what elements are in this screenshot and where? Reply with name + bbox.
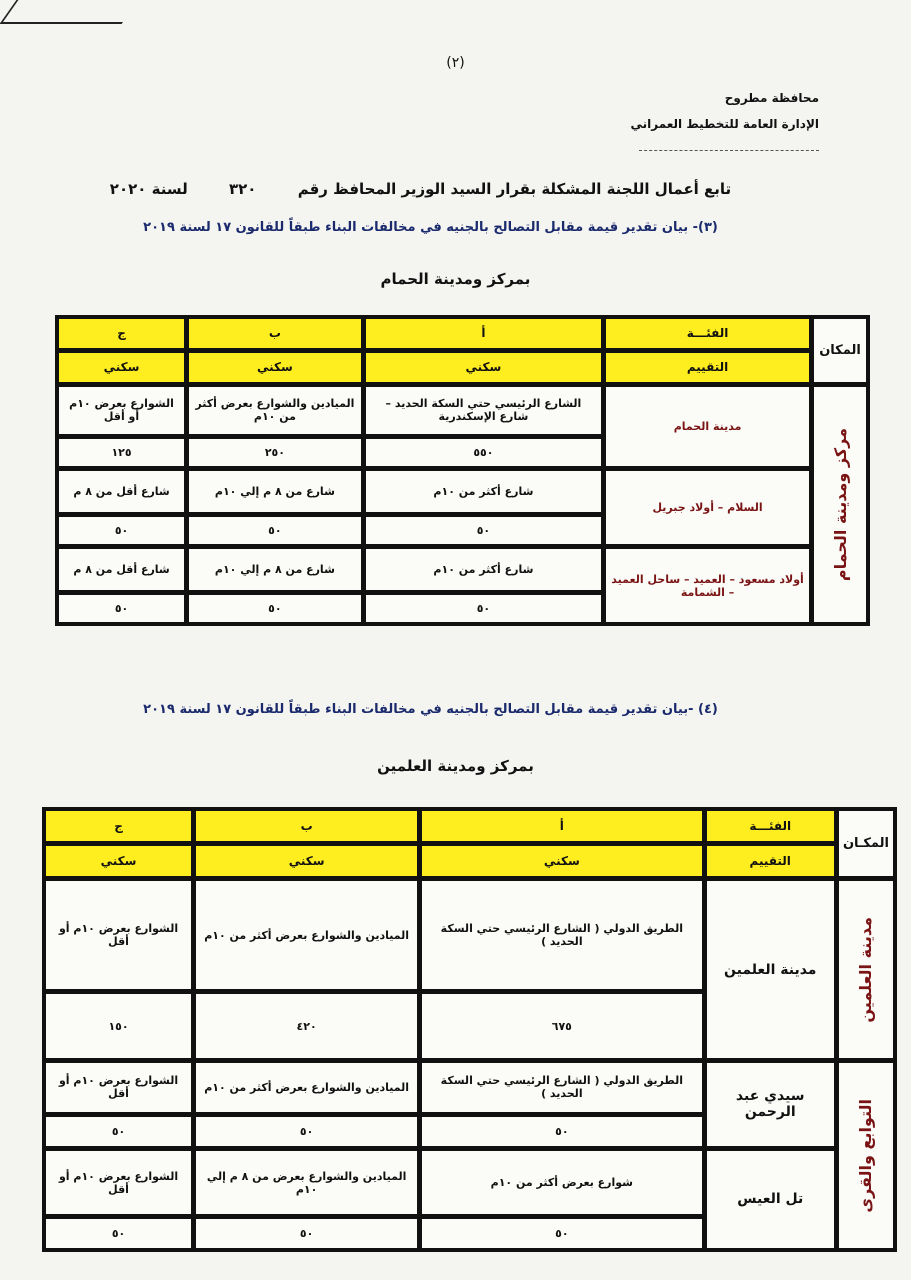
region-label-text: مركز ومدينة الحمام <box>830 427 850 581</box>
cat-a-value: ٥٠ <box>365 594 602 623</box>
section3-table <box>55 315 870 626</box>
cat-c-description: شارع أقل من ٨ م <box>58 548 185 590</box>
cat-b-value: ٥٠ <box>188 516 362 545</box>
cat-a-description: شارع أكثر من ١٠م <box>365 470 602 512</box>
cat-c-value: ٥٠ <box>45 1218 192 1249</box>
cat-a-type: سكني <box>421 845 702 877</box>
region-villages-label <box>838 1062 894 1249</box>
decree-year: لسنة ٢٠٢٠ <box>109 180 188 198</box>
section4-place: بمركز ومدينة العلمين <box>377 757 534 775</box>
cat-a-type: سكني <box>365 352 602 383</box>
cat-a-value: ٥٠ <box>421 1218 702 1249</box>
section4-heading: (٤) -بيان تقدير قيمة مقابل التصالح بالجنيه في مخالفات البناء طبقاً للقانون ١٧ لسنة ٢٠١٩ <box>143 702 718 717</box>
city-cell: تل العيس <box>706 1150 835 1249</box>
col-category-header: الفئـــة <box>706 810 835 842</box>
col-rating-header: التقييم <box>706 845 835 877</box>
cat-c-value: ١٢٥ <box>58 438 185 467</box>
cat-b-value: ٥٠ <box>188 594 362 623</box>
section3-heading: (٣)- بيان تقدير قيمة مقابل التصالح بالجنيه في مخالفات البناء طبقاً للقانون ١٧ لسنة ٢٠١٩ <box>143 220 718 235</box>
city-cell: أولاد مسعود – العميد – ساحل العميد – الشمامة <box>605 548 810 623</box>
city-cell: السلام – أولاد جبريل <box>605 470 810 545</box>
cat-a-value: ٦٧٥ <box>421 993 702 1058</box>
cat-a-header: أ <box>421 810 702 842</box>
department-name: الإدارة العامة للتخطيط العمراني <box>630 117 819 131</box>
col-place-header: المكـان <box>838 810 894 877</box>
header-divider <box>639 150 819 151</box>
cat-b-value: ٥٠ <box>195 1116 418 1147</box>
cat-a-description: شوارع بعرض أكثر من ١٠م <box>421 1150 702 1215</box>
cat-b-description: الميادين والشوارع بعرض أكثر من ١٠م <box>195 1062 418 1114</box>
cat-c-description: الشوارع بعرض ١٠م أو أقل <box>45 880 192 990</box>
cat-c-type: سكني <box>58 352 185 383</box>
cat-b-header: ب <box>188 318 362 349</box>
cat-b-header: ب <box>195 810 418 842</box>
cat-c-header: ج <box>45 810 192 842</box>
cat-a-description: الطريق الدولي ( الشارع الرئيسي حتي السكة الحديد ) <box>421 880 702 990</box>
cat-b-value: ٢٥٠ <box>188 438 362 467</box>
cat-a-value: ٥٥٠ <box>365 438 602 467</box>
section4-table <box>42 807 897 1252</box>
cat-a-header: أ <box>365 318 602 349</box>
corner-scribble <box>0 0 138 24</box>
city-cell: مدينة الحمام <box>605 386 810 468</box>
region-label <box>813 386 867 623</box>
region-villages-text: التوابع والقرى <box>856 1098 876 1213</box>
decree-number: ٣٢٠ <box>229 180 257 198</box>
col-rating-header: التقييم <box>605 352 810 383</box>
document-title <box>90 180 751 198</box>
cat-b-description: الميادين والشوارع بعرض أكثر من ١٠م <box>195 880 418 990</box>
page-number: (٢) <box>446 55 465 71</box>
cat-b-description: الميادين والشوارع بعرض أكثر من ١٠م <box>188 386 362 435</box>
cat-c-value: ١٥٠ <box>45 993 192 1058</box>
cat-c-description: الشوارع بعرض ١٠م أو أقل <box>58 386 185 435</box>
cat-c-description: شارع أقل من ٨ م <box>58 470 185 512</box>
col-category-header: الفئـــة <box>605 318 810 349</box>
cat-b-description: شارع من ٨ م إلي ١٠م <box>188 470 362 512</box>
title-text: تابع أعمال اللجنة المشكلة بقرار السيد الوزير المحافظ رقم <box>297 180 732 198</box>
cat-b-description: الميادين والشوارع بعرض من ٨ م إلي ١٠م <box>195 1150 418 1215</box>
cat-b-type: سكني <box>195 845 418 877</box>
cat-c-type: سكني <box>45 845 192 877</box>
cat-a-description: الطريق الدولي ( الشارع الرئيسي حتي السكة الحديد ) <box>421 1062 702 1114</box>
cat-c-value: ٥٠ <box>58 594 185 623</box>
cat-c-description: الشوارع بعرض ١٠م أو أقل <box>45 1150 192 1215</box>
city-cell: سيدي عبد الرحمن <box>706 1062 835 1147</box>
col-place-header: المكان <box>813 318 867 383</box>
region-city-label <box>838 880 894 1058</box>
region-city-text: مدينة العلمين <box>856 916 876 1023</box>
cat-b-description: شارع من ٨ م إلي ١٠م <box>188 548 362 590</box>
cat-a-description: شارع أكثر من ١٠م <box>365 548 602 590</box>
cat-c-value: ٥٠ <box>58 516 185 545</box>
cat-b-type: سكني <box>188 352 362 383</box>
cat-c-description: الشوارع بعرض ١٠م أو أقل <box>45 1062 192 1114</box>
city-cell: مدينة العلمين <box>706 880 835 1058</box>
cat-c-value: ٥٠ <box>45 1116 192 1147</box>
cat-a-value: ٥٠ <box>421 1116 702 1147</box>
cat-c-header: ج <box>58 318 185 349</box>
governorate-name: محافظة مطروح <box>724 91 819 105</box>
cat-b-value: ٥٠ <box>195 1218 418 1249</box>
cat-b-value: ٤٢٠ <box>195 993 418 1058</box>
cat-a-description: الشارع الرئيسي حتي السكة الحديد – شارع الإسكندرية <box>365 386 602 435</box>
cat-a-value: ٥٠ <box>365 516 602 545</box>
section3-place: بمركز ومدينة الحمام <box>380 270 531 288</box>
